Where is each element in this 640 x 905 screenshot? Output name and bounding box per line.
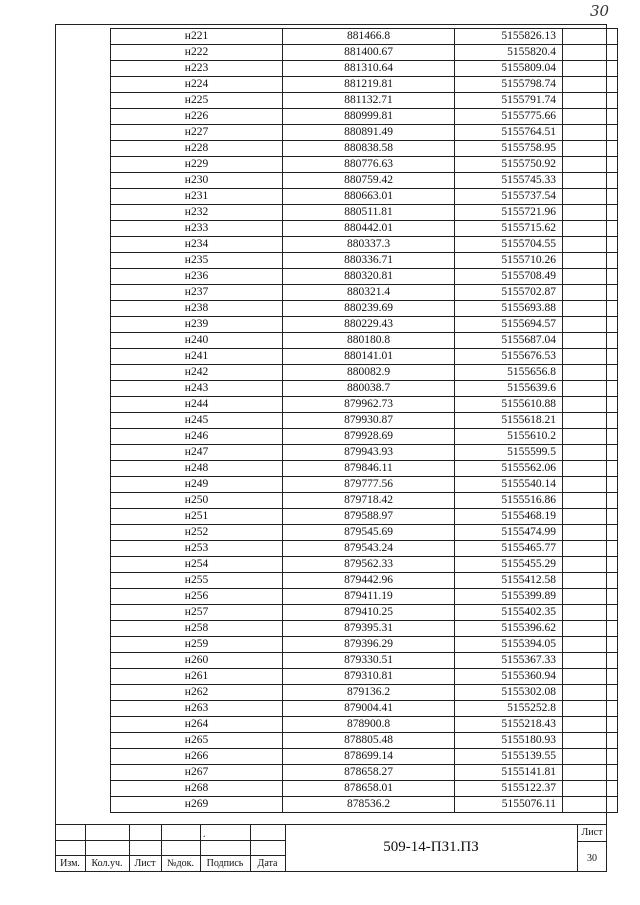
table-row (111, 717, 618, 733)
empty-cell (563, 701, 618, 717)
table-row (111, 749, 618, 765)
x-coordinate-cell: 879718.42 (283, 493, 455, 509)
y-coordinate-cell: 5155758.95 (455, 141, 563, 157)
x-coordinate-cell: 880891.49 (283, 125, 455, 141)
x-coordinate-cell: 879543.24 (283, 541, 455, 557)
point-name-cell: н249 (111, 477, 283, 493)
point-name-cell: н245 (111, 413, 283, 429)
x-coordinate-cell: 880442.01 (283, 221, 455, 237)
table-row (111, 189, 618, 205)
point-name-cell: н247 (111, 445, 283, 461)
x-coordinate-cell: 879411.19 (283, 589, 455, 605)
empty-cell (563, 141, 618, 157)
point-name-cell: н256 (111, 589, 283, 605)
empty-cell (563, 349, 618, 365)
y-coordinate-cell: 5155694.57 (455, 317, 563, 333)
empty-cell (563, 381, 618, 397)
table-row (111, 29, 618, 45)
x-coordinate-cell: 879777.56 (283, 477, 455, 493)
point-name-cell: н225 (111, 93, 283, 109)
point-name-cell: н266 (111, 749, 283, 765)
point-name-cell: н229 (111, 157, 283, 173)
empty-cell (563, 493, 618, 509)
empty-cell (563, 637, 618, 653)
point-name-cell: н264 (111, 717, 283, 733)
empty-cell (563, 285, 618, 301)
point-name-cell: н262 (111, 685, 283, 701)
coordinates-table (110, 28, 618, 813)
x-coordinate-cell: 879588.97 (283, 509, 455, 525)
table-row (111, 221, 618, 237)
y-coordinate-cell: 5155656.8 (455, 365, 563, 381)
table-row (111, 77, 618, 93)
y-coordinate-cell: 5155402.35 (455, 605, 563, 621)
x-coordinate-cell: 878658.01 (283, 781, 455, 797)
point-name-cell: н253 (111, 541, 283, 557)
empty-cell (563, 541, 618, 557)
empty-cell (563, 413, 618, 429)
x-coordinate-cell: 879004.41 (283, 701, 455, 717)
point-name-cell: н252 (111, 525, 283, 541)
x-coordinate-cell: 879396.29 (283, 637, 455, 653)
x-coordinate-cell: 881310.64 (283, 61, 455, 77)
point-name-cell: н259 (111, 637, 283, 653)
empty-cell (563, 333, 618, 349)
table-row (111, 61, 618, 77)
table-row (111, 285, 618, 301)
y-coordinate-cell: 5155468.19 (455, 509, 563, 525)
x-coordinate-cell: 878536.2 (283, 797, 455, 813)
table-row (111, 493, 618, 509)
x-coordinate-cell: 880141.01 (283, 349, 455, 365)
x-coordinate-cell: 879962.73 (283, 397, 455, 413)
empty-cell (563, 109, 618, 125)
y-coordinate-cell: 5155252.8 (455, 701, 563, 717)
empty-cell (563, 765, 618, 781)
x-coordinate-cell: 879562.33 (283, 557, 455, 573)
y-coordinate-cell: 5155610.2 (455, 429, 563, 445)
empty-cell (563, 253, 618, 269)
x-coordinate-cell: 880321.4 (283, 285, 455, 301)
x-coordinate-cell: 879410.25 (283, 605, 455, 621)
point-name-cell: н263 (111, 701, 283, 717)
empty-cell (563, 29, 618, 45)
table-row (111, 333, 618, 349)
table-row (111, 109, 618, 125)
y-coordinate-cell: 5155764.51 (455, 125, 563, 141)
table-row (111, 653, 618, 669)
empty-cell (563, 621, 618, 637)
y-coordinate-cell: 5155702.87 (455, 285, 563, 301)
x-coordinate-cell: 880776.63 (283, 157, 455, 173)
document-code: 509-14-ПЗ1.ПЗ (383, 839, 479, 855)
x-coordinate-cell: 881400.67 (283, 45, 455, 61)
table-row (111, 205, 618, 221)
y-coordinate-cell: 5155122.37 (455, 781, 563, 797)
empty-cell (563, 125, 618, 141)
y-coordinate-cell: 5155737.54 (455, 189, 563, 205)
point-name-cell: н269 (111, 797, 283, 813)
y-coordinate-cell: 5155798.74 (455, 77, 563, 93)
y-coordinate-cell: 5155139.55 (455, 749, 563, 765)
table-row (111, 253, 618, 269)
point-name-cell: н261 (111, 669, 283, 685)
y-coordinate-cell: 5155465.77 (455, 541, 563, 557)
point-name-cell: н224 (111, 77, 283, 93)
x-coordinate-cell: 878658.27 (283, 765, 455, 781)
empty-cell (563, 669, 618, 685)
x-coordinate-cell: 881466.8 (283, 29, 455, 45)
table-row (111, 93, 618, 109)
table-row (111, 733, 618, 749)
point-name-cell: н228 (111, 141, 283, 157)
empty-cell (563, 749, 618, 765)
x-coordinate-cell: 879395.31 (283, 621, 455, 637)
table-row (111, 125, 618, 141)
point-name-cell: н231 (111, 189, 283, 205)
y-coordinate-cell: 5155412.58 (455, 573, 563, 589)
y-coordinate-cell: 5155721.96 (455, 205, 563, 221)
empty-cell (563, 461, 618, 477)
y-coordinate-cell: 5155708.49 (455, 269, 563, 285)
table-row (111, 509, 618, 525)
table-row (111, 301, 618, 317)
table-row (111, 317, 618, 333)
y-coordinate-cell: 5155704.55 (455, 237, 563, 253)
y-coordinate-cell: 5155693.88 (455, 301, 563, 317)
x-coordinate-cell: 880038.7 (283, 381, 455, 397)
y-coordinate-cell: 5155367.33 (455, 653, 563, 669)
table-row (111, 173, 618, 189)
point-name-cell: н265 (111, 733, 283, 749)
y-coordinate-cell: 5155141.81 (455, 765, 563, 781)
table-row (111, 413, 618, 429)
point-name-cell: н242 (111, 365, 283, 381)
empty-cell (563, 93, 618, 109)
point-name-cell: н240 (111, 333, 283, 349)
table-row (111, 461, 618, 477)
table-row (111, 557, 618, 573)
table-row (111, 381, 618, 397)
empty-cell (563, 397, 618, 413)
empty-cell (563, 157, 618, 173)
point-name-cell: н251 (111, 509, 283, 525)
point-name-cell: н230 (111, 173, 283, 189)
title-block (55, 824, 607, 872)
point-name-cell: н238 (111, 301, 283, 317)
table-row (111, 157, 618, 173)
empty-cell (563, 189, 618, 205)
y-coordinate-cell: 5155639.6 (455, 381, 563, 397)
table-row (111, 349, 618, 365)
table-row (111, 45, 618, 61)
table-row (111, 269, 618, 285)
y-coordinate-cell: 5155516.86 (455, 493, 563, 509)
empty-cell (563, 45, 618, 61)
empty-cell (563, 733, 618, 749)
point-name-cell: н237 (111, 285, 283, 301)
empty-cell (563, 301, 618, 317)
empty-cell (563, 589, 618, 605)
x-coordinate-cell: 879442.96 (283, 573, 455, 589)
y-coordinate-cell: 5155474.99 (455, 525, 563, 541)
x-coordinate-cell: 880838.58 (283, 141, 455, 157)
x-coordinate-cell: 880759.42 (283, 173, 455, 189)
x-coordinate-cell: 878900.8 (283, 717, 455, 733)
point-name-cell: н226 (111, 109, 283, 125)
point-name-cell: н243 (111, 381, 283, 397)
empty-cell (563, 605, 618, 621)
table-row (111, 445, 618, 461)
x-coordinate-cell: 878699.14 (283, 749, 455, 765)
y-coordinate-cell: 5155076.11 (455, 797, 563, 813)
table-row (111, 237, 618, 253)
x-coordinate-cell: 880663.01 (283, 189, 455, 205)
table-row (111, 765, 618, 781)
y-coordinate-cell: 5155360.94 (455, 669, 563, 685)
point-name-cell: н227 (111, 125, 283, 141)
y-coordinate-cell: 5155599.5 (455, 445, 563, 461)
point-name-cell: н234 (111, 237, 283, 253)
empty-cell (563, 365, 618, 381)
stamp-tick-mark: . (203, 829, 206, 840)
table-row (111, 781, 618, 797)
y-coordinate-cell: 5155218.43 (455, 717, 563, 733)
y-coordinate-cell: 5155820.4 (455, 45, 563, 61)
point-name-cell: н246 (111, 429, 283, 445)
y-coordinate-cell: 5155791.74 (455, 93, 563, 109)
empty-cell (563, 717, 618, 733)
empty-cell (563, 429, 618, 445)
stamp-label-kol-uch: Кол.уч. (91, 858, 123, 869)
table-row (111, 141, 618, 157)
y-coordinate-cell: 5155809.04 (455, 61, 563, 77)
y-coordinate-cell: 5155455.29 (455, 557, 563, 573)
x-coordinate-cell: 880337.3 (283, 237, 455, 253)
x-coordinate-cell: 880239.69 (283, 301, 455, 317)
empty-cell (563, 653, 618, 669)
table-row (111, 365, 618, 381)
x-coordinate-cell: 880180.8 (283, 333, 455, 349)
x-coordinate-cell: 880229.43 (283, 317, 455, 333)
point-name-cell: н222 (111, 45, 283, 61)
x-coordinate-cell: 879928.69 (283, 429, 455, 445)
x-coordinate-cell: 880082.9 (283, 365, 455, 381)
x-coordinate-cell: 880320.81 (283, 269, 455, 285)
y-coordinate-cell: 5155710.26 (455, 253, 563, 269)
empty-cell (563, 269, 618, 285)
empty-cell (563, 173, 618, 189)
stamp-label-ndok: №док. (167, 858, 194, 869)
table-row (111, 797, 618, 813)
empty-cell (563, 61, 618, 77)
x-coordinate-cell: 879330.51 (283, 653, 455, 669)
point-name-cell: н232 (111, 205, 283, 221)
x-coordinate-cell: 881219.81 (283, 77, 455, 93)
point-name-cell: н235 (111, 253, 283, 269)
stamp-label-izm: Изм. (60, 858, 80, 869)
empty-cell (563, 797, 618, 813)
x-coordinate-cell: 880336.71 (283, 253, 455, 269)
x-coordinate-cell: 879930.87 (283, 413, 455, 429)
stamp-label-data: Дата (257, 858, 278, 869)
x-coordinate-cell: 879545.69 (283, 525, 455, 541)
table-row (111, 605, 618, 621)
y-coordinate-cell: 5155394.05 (455, 637, 563, 653)
empty-cell (563, 557, 618, 573)
table-row (111, 477, 618, 493)
x-coordinate-cell: 879310.81 (283, 669, 455, 685)
y-coordinate-cell: 5155687.04 (455, 333, 563, 349)
y-coordinate-cell: 5155302.08 (455, 685, 563, 701)
table-row (111, 621, 618, 637)
point-name-cell: н223 (111, 61, 283, 77)
y-coordinate-cell: 5155745.33 (455, 173, 563, 189)
empty-cell (563, 221, 618, 237)
empty-cell (563, 525, 618, 541)
point-name-cell: н254 (111, 557, 283, 573)
table-row (111, 525, 618, 541)
point-name-cell: н255 (111, 573, 283, 589)
table-row (111, 701, 618, 717)
empty-cell (563, 77, 618, 93)
point-name-cell: н248 (111, 461, 283, 477)
table-row (111, 541, 618, 557)
x-coordinate-cell: 879943.93 (283, 445, 455, 461)
empty-cell (563, 205, 618, 221)
point-name-cell: н221 (111, 29, 283, 45)
y-coordinate-cell: 5155562.06 (455, 461, 563, 477)
x-coordinate-cell: 878805.48 (283, 733, 455, 749)
x-coordinate-cell: 880511.81 (283, 205, 455, 221)
table-row (111, 429, 618, 445)
point-name-cell: н239 (111, 317, 283, 333)
empty-cell (563, 445, 618, 461)
sheet-divider (577, 841, 607, 842)
point-name-cell: н268 (111, 781, 283, 797)
y-coordinate-cell: 5155676.53 (455, 349, 563, 365)
x-coordinate-cell: 881132.71 (283, 93, 455, 109)
empty-cell (563, 509, 618, 525)
sheet-label: Лист (581, 827, 603, 838)
table-row (111, 589, 618, 605)
point-name-cell: н260 (111, 653, 283, 669)
y-coordinate-cell: 5155715.62 (455, 221, 563, 237)
point-name-cell: н267 (111, 765, 283, 781)
y-coordinate-cell: 5155180.93 (455, 733, 563, 749)
point-name-cell: н244 (111, 397, 283, 413)
empty-cell (563, 317, 618, 333)
point-name-cell: н236 (111, 269, 283, 285)
stamp-label-podpis: Подпись (206, 858, 244, 869)
point-name-cell: н241 (111, 349, 283, 365)
point-name-cell: н257 (111, 605, 283, 621)
empty-cell (563, 237, 618, 253)
empty-cell (563, 573, 618, 589)
y-coordinate-cell: 5155396.62 (455, 621, 563, 637)
y-coordinate-cell: 5155540.14 (455, 477, 563, 493)
empty-cell (563, 477, 618, 493)
y-coordinate-cell: 5155399.89 (455, 589, 563, 605)
table-row (111, 669, 618, 685)
table-row (111, 397, 618, 413)
table-row (111, 685, 618, 701)
x-coordinate-cell: 879136.2 (283, 685, 455, 701)
y-coordinate-cell: 5155610.88 (455, 397, 563, 413)
y-coordinate-cell: 5155826.13 (455, 29, 563, 45)
y-coordinate-cell: 5155775.66 (455, 109, 563, 125)
stamp-label-list: Лист (134, 858, 156, 869)
table-row (111, 637, 618, 653)
x-coordinate-cell: 879846.11 (283, 461, 455, 477)
table-row (111, 573, 618, 589)
point-name-cell: н258 (111, 621, 283, 637)
empty-cell (563, 781, 618, 797)
y-coordinate-cell: 5155618.21 (455, 413, 563, 429)
point-name-cell: н250 (111, 493, 283, 509)
x-coordinate-cell: 880999.81 (283, 109, 455, 125)
handwritten-page-number: 30 (590, 2, 610, 20)
sheet-number: 30 (587, 853, 597, 864)
empty-cell (563, 685, 618, 701)
y-coordinate-cell: 5155750.92 (455, 157, 563, 173)
point-name-cell: н233 (111, 221, 283, 237)
